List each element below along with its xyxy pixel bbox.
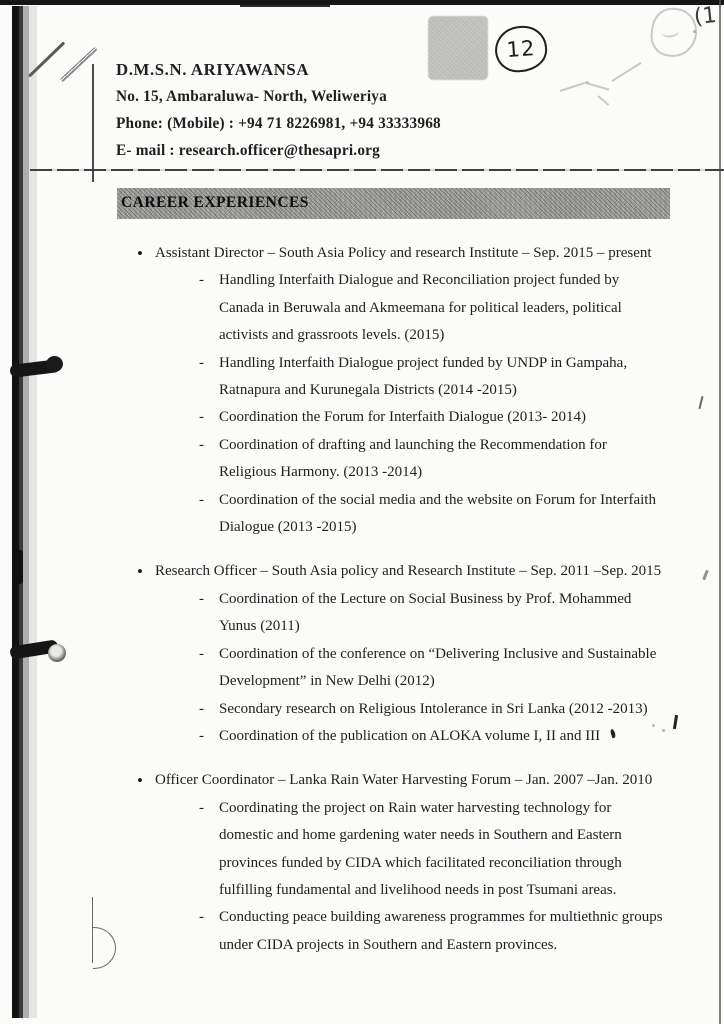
detail-line: - Coordination of the social media and the website on Forum for Interfaith — [199, 487, 715, 514]
detail-line: Development” in New Delhi (2012) — [219, 673, 435, 690]
entry-role: • Officer Coordinator – Lanka Rain Water Harvesting Forum – Jan. 2007 –Jan. 2010 — [137, 767, 715, 794]
detail-line: provinces funded by CIDA which facilitated reconciliation through — [219, 854, 622, 871]
pencil-scribble — [586, 82, 610, 91]
detail-line: - Coordination of the conference on “Delivering Inclusive and Sustainable — [199, 641, 715, 668]
separator-line — [30, 169, 724, 171]
section-title: CAREER EXPERIENCES — [121, 194, 309, 211]
pencil-scribble — [597, 95, 609, 106]
detail-line: - Handling Interfaith Dialogue project funded by UNDP in Gampaha, — [199, 350, 715, 377]
detail-line: Canada in Beruwala and Akmeemana for political leaders, political — [219, 299, 622, 316]
detail-line: Yunus (2011) — [219, 618, 300, 635]
detail-line: Religious Harmony. (2013 -2014) — [219, 464, 423, 481]
section-heading — [117, 188, 670, 219]
detail-line: - Coordination of the Lecture on Social Business by Prof. Mohammed — [199, 586, 715, 613]
detail-line: - Coordinating the project on Rain water harvesting technology for — [199, 795, 715, 822]
pencil-scribble — [560, 81, 589, 92]
margin-line — [92, 64, 94, 182]
email-line: E- mail : research.officer@thesapri.org — [116, 142, 381, 159]
detail-line: - Coordination the Forum for Interfaith Dialogue (2013- 2014) — [199, 404, 715, 431]
scan-left-shadow — [12, 6, 39, 1018]
pen-curve — [93, 927, 116, 969]
detail-line: Dialogue (2013 -2015) — [219, 519, 357, 536]
detail-line: activists and grassroots levels. (2015) — [219, 327, 445, 344]
binder-prong-tip — [46, 356, 63, 372]
page-number-badge — [493, 24, 548, 74]
binder-prong-ring — [48, 644, 66, 662]
detail-line: under CIDA projects in Southern and Eastern provinces. — [219, 936, 558, 953]
ink-blob — [14, 550, 23, 584]
detail-line: - Conducting peace building awareness programmes for multiethnic groups — [199, 904, 715, 931]
detail-line: domestic and home gardening water needs in Southern and Eastern — [219, 827, 622, 844]
entry-role: • Assistant Director – South Asia Policy and research Institute – Sep. 2015 – present — [137, 240, 715, 267]
experience-entry — [137, 240, 715, 541]
detail-line: - Handling Interfaith Dialogue and Reconciliation project funded by — [199, 267, 715, 294]
entry-details — [199, 267, 715, 541]
experience-list — [137, 240, 715, 976]
entry-details — [199, 795, 715, 959]
phone-line: Phone: (Mobile) : +94 71 8226981, +94 33333968 — [116, 115, 441, 132]
scan-top-edge — [0, 0, 724, 5]
detail-line: Ratnapura and Kurunegala Districts (2014 -2015) — [219, 382, 517, 399]
address-line: No. 15, Ambaraluwa- North, Weliweriya — [116, 88, 387, 105]
detail-line: - Coordination of the publication on ALOKA volume I, II and III — [199, 723, 715, 750]
detail-line: - Coordination of drafting and launching the Recommendation for — [199, 432, 715, 459]
page-number: 12 — [505, 36, 537, 62]
corner-pen-mark: (1 — [692, 2, 718, 31]
experience-entry — [137, 767, 715, 959]
entry-details — [199, 586, 715, 750]
scan-right-edge — [719, 0, 721, 1024]
pencil-circle-mark — [648, 5, 700, 60]
detail-line: - Secondary research on Religious Intolerance in Sri Lanka (2012 -2013) — [199, 696, 715, 723]
entry-role: • Research Officer – South Asia policy and Research Institute – Sep. 2011 –Sep. 2015 — [137, 558, 715, 585]
experience-entry — [137, 558, 715, 750]
candidate-name: D.M.S.N. ARIYAWANSA — [116, 60, 310, 79]
detail-line: fulfilling fundamental and livelihood needs in post Tsumani areas. — [219, 881, 617, 898]
speckle — [693, 30, 696, 33]
pencil-scribble — [611, 62, 641, 82]
contact-header — [116, 56, 441, 164]
